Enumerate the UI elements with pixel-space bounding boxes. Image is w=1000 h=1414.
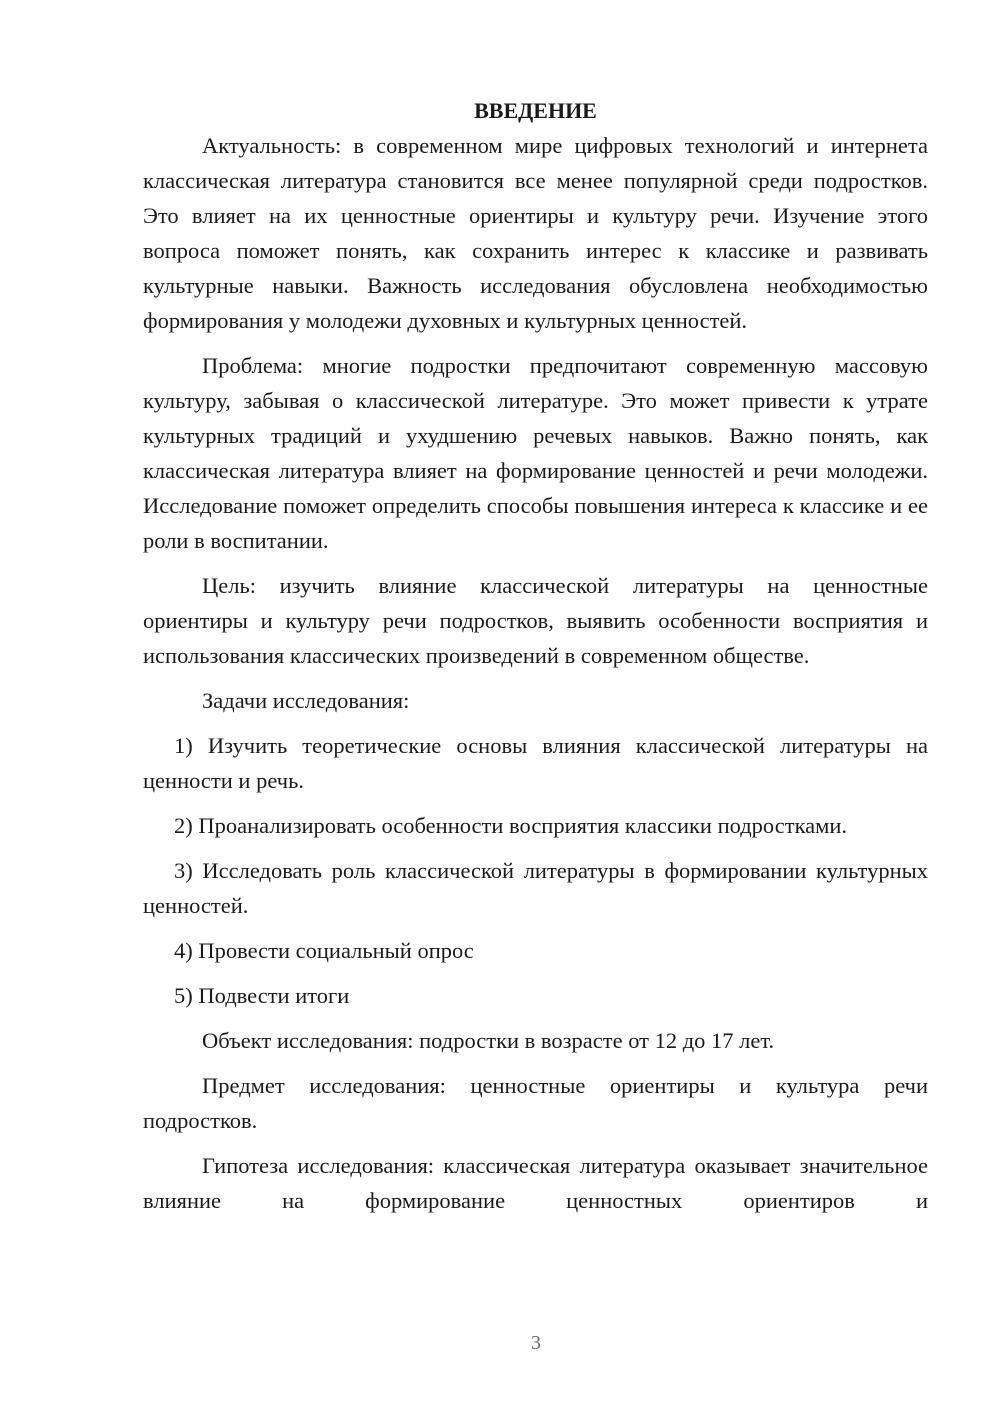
paragraph-tasks-title: Задачи исследования: — [202, 688, 410, 713]
page-number: 3 — [531, 1332, 541, 1354]
list-item-task-1: 1) Изучить теоретические основы влияния классической литературы на ценности и речь. — [143, 733, 928, 793]
paragraph-goal: Цель: изучить влияние классической литературы на ценностные ориентиры и культуру речи подростков, выявить особенности восприятия и использования классических произведений в современном обществе. — [143, 573, 928, 668]
paragraph-object: Объект исследования: подростки в возрасте от 12 до 17 лет. — [202, 1028, 775, 1053]
paragraph-hypothesis: Гипотеза исследования: классическая литература оказывает значительное влияние на формирование ценностных ориентиров и — [143, 1153, 928, 1213]
page-title: ВВЕДЕНИЕ — [474, 98, 597, 123]
document-page — [143, 93, 928, 1228]
list-item-task-5: 5) Подвести итоги — [174, 983, 350, 1008]
list-item-task-3: 3) Исследовать роль классической литературы в формировании культурных ценностей. — [143, 858, 928, 918]
paragraph-problem: Проблема: многие подростки предпочитают современную массовую культуру, забывая о классической литературе. Это может привести к утрате культурных традиций и ухудшению речевых навыков. Важно понять, как классическая литература влияет на формирование ценностей и речи молодежи. Исследование поможет определить способы повышения интереса к классике и ее роли в воспитании. — [143, 353, 928, 553]
list-item-task-4: 4) Провести социальный опрос — [174, 938, 474, 963]
list-item-task-2: 2) Проанализировать особенности восприятия классики подростками. — [174, 813, 848, 838]
paragraph-subject: Предмет исследования: ценностные ориентиры и культура речи подростков. — [143, 1073, 928, 1133]
paragraph-relevance: Актуальность: в современном мире цифровых технологий и интернета классическая литература становится все менее популярной среди подростков. Это влияет на их ценностные ориентиры и культуру речи. Изучение этого вопроса поможет понять, как сохранить интерес к классике и развивать культурные навыки. Важность исследования обусловлена необходимостью формирования у молодежи духовных и культурных ценностей. — [143, 133, 928, 333]
